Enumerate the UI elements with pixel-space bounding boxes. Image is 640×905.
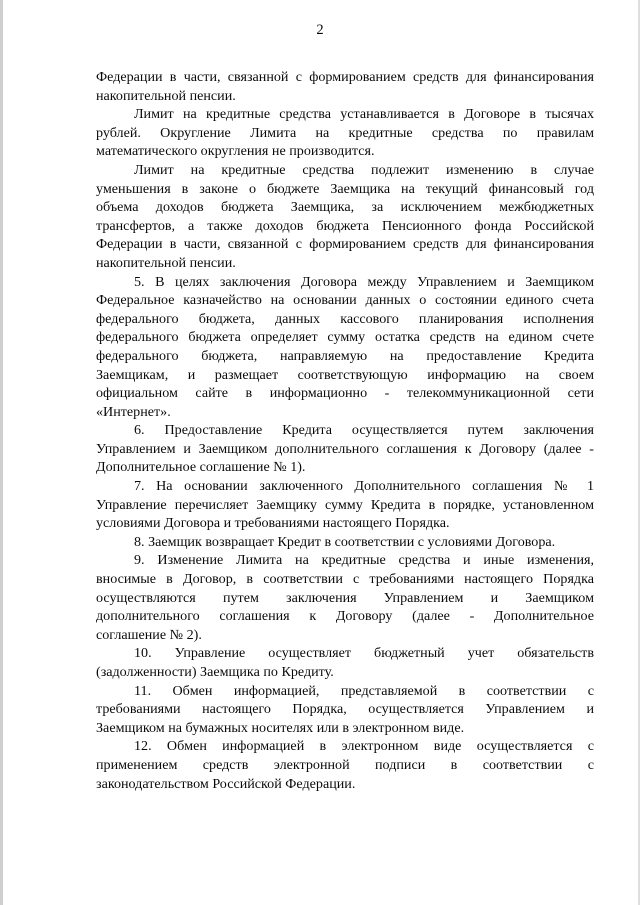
text-line: 6. Предоставление Кредита осуществляется путем заключения (134, 422, 594, 439)
text-line: Федерации в части, связанной с формированием средств для финансирования (96, 236, 594, 253)
text-line: Дополнительное соглашение № 1). (96, 459, 306, 476)
text-line: Управлением и Заемщиком дополнительного соглашения к Договору (далее - (96, 440, 594, 457)
text-line: накопительной пенсии. (96, 87, 236, 104)
text-line: «Интернет». (96, 403, 171, 420)
text-line: Управление перечисляет Заемщику сумму Кредита в порядке, установленном (96, 496, 594, 513)
text-line: объема доходов бюджета Заемщика, за исключением межбюджетных (96, 199, 594, 216)
text-line: математического округления не производится. (96, 143, 375, 160)
text-line: соглашение № 2). (96, 626, 202, 643)
text-line: официальном сайте в информационно - телекоммуникационной сети (96, 385, 594, 402)
text-line: 9. Изменение Лимита на кредитные средства и иные изменения, (134, 552, 594, 569)
paragraph-item-10 (96, 644, 594, 681)
text-line: Федерации в части, связанной с формированием средств для финансирования (96, 69, 594, 85)
text-line: Заемщикам, и размещает соответствующую информацию на своем (96, 366, 594, 383)
text-line: осуществляются путем заключения Управлением и Заемщиком (96, 589, 594, 606)
text-line: 7. На основании заключенного Дополнительного соглашения № 1 (134, 478, 594, 495)
text-line: Заемщиком на бумажных носителях или в электронном виде. (96, 719, 465, 736)
text-line: Лимит на кредитные средства подлежит изменению в случае (134, 161, 594, 178)
text-line: 10. Управление осуществляет бюджетный учет обязательств (134, 645, 594, 662)
text-line: условиями Договора и требованиями настоящего Порядка. (96, 515, 450, 532)
text-line: рублей. Округление Лимита на кредитные средства по правилам (96, 124, 594, 141)
text-line: Федеральное казначейство на основании данных о состоянии единого счета (96, 292, 594, 309)
text-line: 8. Заемщик возвращает Кредит в соответствии с условиями Договора. (134, 533, 556, 550)
paragraph-item-8 (96, 533, 594, 552)
paragraph-item-9 (96, 551, 594, 644)
text-line: 5. В целях заключения Договора между Управлением и Заемщиком (134, 273, 594, 290)
paragraph-limit-change (96, 161, 594, 273)
paragraph-item-11 (96, 682, 594, 738)
paragraph-item-6 (96, 421, 594, 477)
text-line: федерального бюджета, данных кассового планирования исполнения (96, 310, 594, 327)
text-line: федерального бюджета, направляемую на предоставление Кредита (96, 347, 594, 364)
text-line: 12. Обмен информацией в электронном виде осуществляется с (134, 738, 594, 755)
paragraph-item-7 (96, 477, 594, 533)
page-number: 2 (316, 22, 324, 38)
text-line: 11. Обмен информацией, представляемой в соответствии с (134, 682, 594, 699)
scan-edge-left (0, 0, 3, 905)
text-line: законодательством Российской Федерации. (96, 775, 356, 792)
text-line: Лимит на кредитные средства устанавливается в Договоре в тысячах (134, 106, 594, 123)
paragraph-continuation (96, 68, 594, 105)
paragraph-item-12 (96, 737, 594, 793)
paragraph-item-5 (96, 273, 594, 422)
text-line: требованиями настоящего Порядка, осуществляется Управлением и (96, 701, 594, 718)
text-line: федерального бюджета определяет сумму остатка средств на едином счете (96, 329, 594, 346)
text-line: дополнительного соглашения к Договору (далее - Дополнительное (96, 608, 594, 625)
text-line: вносимые в Договор, в соответствии с требованиями настоящего Порядка (96, 571, 594, 588)
text-line: уменьшения в законе о бюджете Заемщика на текущий финансовый год (96, 180, 594, 197)
paragraph-limit-thousands (96, 105, 594, 161)
document-body (96, 68, 594, 793)
text-line: трансфертов, а также доходов бюджета Пенсионного фонда Российской (96, 217, 594, 234)
text-line: накопительной пенсии. (96, 254, 236, 271)
text-line: применением средств электронной подписи в соответствии с (96, 756, 594, 773)
text-line: (задолженности) Заемщика по Кредиту. (96, 664, 334, 680)
